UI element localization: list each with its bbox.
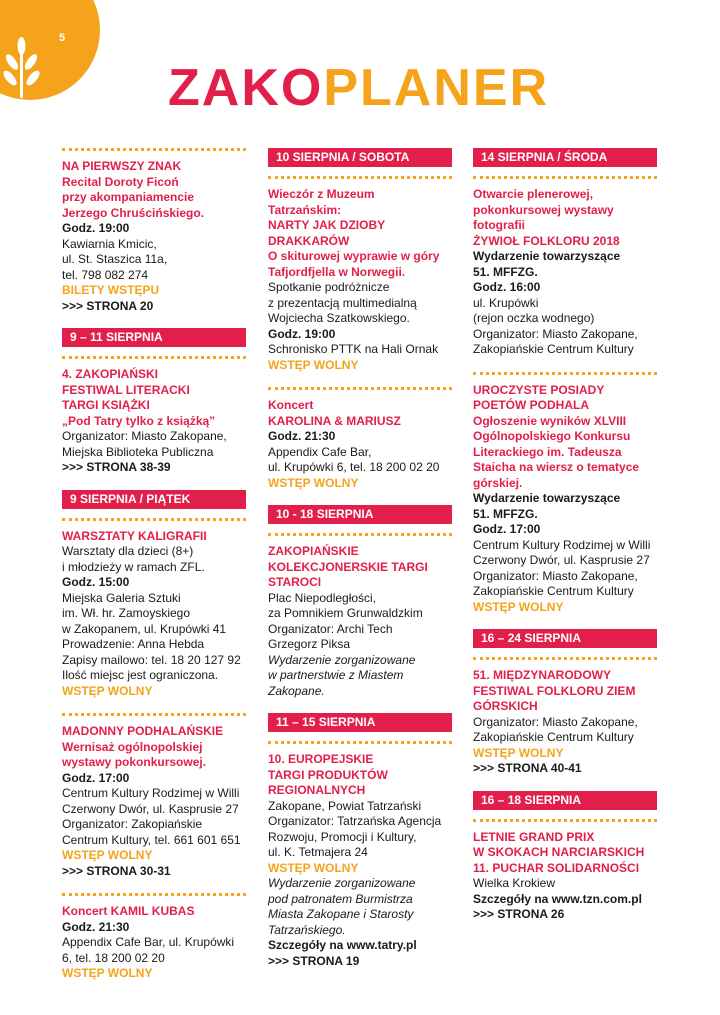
event-line: W SKOKACH NARCIARSKICH — [473, 845, 645, 859]
event-line: ul. Krupówki 6, tel. 18 200 02 20 — [268, 460, 440, 474]
event-entry — [62, 159, 246, 314]
dotted-divider — [62, 713, 246, 716]
event-line: Wydarzenie zorganizowane — [268, 876, 416, 890]
date-header: 14 SIERPNIA / ŚRODA — [473, 148, 657, 167]
event-line: Organizator: Miasto Zakopane, — [473, 326, 638, 341]
dotted-divider — [473, 657, 657, 660]
event-line: tel. 798 082 274 — [62, 267, 149, 282]
event-line: WSTĘP WOLNY — [62, 966, 153, 980]
event-line: Tatrzańskim: — [268, 202, 342, 217]
event-line: Zakopane. — [268, 683, 325, 698]
event-line: Godz. 16:00 — [473, 280, 541, 294]
event-line: 11. PUCHAR SOLIDARNOŚCI — [473, 860, 640, 875]
event-entry — [268, 544, 452, 699]
dotted-divider — [62, 356, 246, 359]
event-line: (rejon oczka wodnego) — [473, 311, 595, 325]
event-entry — [473, 668, 657, 777]
event-line: Prowadzenie: Anna Hebda — [62, 637, 205, 651]
event-line: WSTĘP WOLNY — [473, 745, 564, 760]
event-entry — [62, 724, 246, 879]
event-line: TARGI KSIĄŻKI — [62, 398, 150, 412]
event-line: UROCZYSTE POSIADY — [473, 382, 605, 397]
event-line: Czerwony Dwór, ul. Kasprusie 27 — [62, 801, 239, 816]
event-line: Ogólnopolskiego Konkursu — [473, 429, 631, 443]
event-line: i młodzieży w ramach ZFL. — [62, 559, 205, 574]
event-line: TARGI PRODUKTÓW — [268, 767, 388, 782]
event-line: „Pod Tatry tylko z książką” — [62, 413, 216, 428]
event-line: ul. K. Tetmajera 24 — [268, 845, 368, 859]
date-header: 9 SIERPNIA / PIĄTEK — [62, 490, 246, 509]
event-entry — [473, 383, 657, 616]
event-entry — [268, 187, 452, 373]
event-line: Wydarzenie towarzyszące — [473, 249, 621, 263]
event-entry — [473, 830, 657, 923]
event-line: Ogłoszenie wyników XLVIII — [473, 413, 627, 428]
dotted-divider — [473, 372, 657, 375]
event-line: GÓRSKICH — [473, 699, 538, 713]
event-line: Tatrzańskiego. — [268, 922, 346, 937]
event-line: Spotkanie podróżnicze — [268, 280, 390, 294]
event-entry — [268, 752, 452, 969]
event-line: przy akompaniamencie — [62, 190, 195, 204]
event-line: Grzegorz Piksa — [268, 637, 351, 651]
dotted-divider — [62, 518, 246, 521]
date-header: 11 – 15 SIERPNIA — [268, 713, 452, 732]
event-line: wystawy pokonkursowej. — [62, 755, 207, 769]
event-line: Godz. 19:00 — [268, 326, 336, 341]
event-line: ul. St. Staszica 11a, — [62, 252, 168, 266]
event-entry — [473, 187, 657, 358]
event-line: 51. MFFZG. — [473, 264, 538, 279]
dotted-divider — [268, 387, 452, 390]
event-line: z prezentacją multimedialną — [268, 295, 417, 310]
event-line: Godz. 17:00 — [62, 770, 130, 785]
event-line: Zakopiańskie Centrum Kultury — [473, 584, 634, 598]
event-line: ul. Krupówki — [473, 295, 539, 310]
event-line: Wernisaż ogólnopolskiej — [62, 739, 203, 754]
event-line: Koncert — [268, 398, 314, 412]
event-line: MADONNY PODHALAŃSKIE — [62, 724, 224, 738]
event-line: Wydarzenie zorganizowane — [268, 652, 416, 667]
event-line: Jerzego Chruścińskiego. — [62, 205, 205, 220]
event-line: Kawiarnia Kmicic, — [62, 236, 157, 251]
event-line: Wieczór z Muzeum — [268, 187, 375, 201]
event-line: Otwarcie plenerowej, — [473, 187, 594, 201]
event-line: Organizator: Miasto Zakopane, — [473, 568, 638, 583]
event-line: Koncert KAMIL KUBAS — [62, 904, 195, 918]
event-line: WSTĘP WOLNY — [268, 475, 359, 490]
page-number: 5 — [59, 32, 66, 44]
event-entry — [268, 398, 452, 491]
event-line: pod patronatem Burmistrza — [268, 891, 413, 906]
event-line: WSTĘP WOLNY — [268, 860, 359, 875]
event-line: NA PIERWSZY ZNAK — [62, 159, 182, 173]
event-line: 51. MIĘDZYNARODOWY — [473, 668, 612, 682]
event-line: Organizator: Archi Tech — [268, 621, 393, 636]
event-line: Plac Niepodległości, — [268, 590, 377, 605]
dotted-divider — [62, 893, 246, 896]
event-line: Recital Doroty Ficoń — [62, 174, 179, 189]
event-line: 10. EUROPEJSKIE — [268, 752, 374, 766]
event-line: KOLEKCJONERSKIE TARGI — [268, 559, 428, 574]
event-line: Tafjordfjella w Norwegii. — [268, 264, 406, 279]
event-line: Organizator: Tatrzańska Agencja — [268, 814, 442, 828]
event-line: górskiej. — [473, 475, 523, 490]
event-line: POETÓW PODHALA — [473, 398, 589, 412]
dotted-divider — [473, 176, 657, 179]
event-entry — [62, 529, 246, 700]
event-line: Zakopiańskie Centrum Kultury — [473, 342, 634, 356]
event-line: WSTĘP WOLNY — [473, 599, 564, 614]
event-line: Szczegóły na www.tzn.com.pl — [473, 891, 642, 906]
event-line: Czerwony Dwór, ul. Kasprusie 27 — [473, 553, 650, 567]
event-line: FESTIWAL LITERACKI — [62, 382, 190, 397]
event-line: Godz. 17:00 — [473, 522, 541, 536]
dotted-divider — [268, 741, 452, 744]
dotted-divider — [268, 533, 452, 536]
event-line: ŻYWIOŁ FOLKLORU 2018 — [473, 233, 620, 248]
event-line: Centrum Kultury, tel. 661 601 651 — [62, 832, 241, 847]
event-line: pokonkursowej wystawy — [473, 202, 614, 217]
event-line: Schronisko PTTK na Hali Ornak — [268, 342, 439, 356]
event-line: STAROCI — [268, 575, 322, 589]
event-line: FESTIWAL FOLKLORU ZIEM — [473, 683, 636, 698]
event-line: WSTĘP WOLNY — [62, 683, 153, 698]
event-line: NARTY JAK DZIOBY — [268, 218, 386, 232]
event-line: BILETY WSTĘPU — [62, 283, 160, 297]
event-line: ZAKOPIAŃSKIE — [268, 544, 359, 558]
zakoplaner-logo — [168, 59, 550, 117]
event-line: 51. MFFZG. — [473, 506, 538, 521]
event-line: KAROLINA & MARIUSZ — [268, 413, 401, 428]
event-line: Godz. 21:30 — [62, 919, 130, 934]
logo-part-zako: ZAKO — [168, 59, 324, 117]
event-line: Ilość miejsc jest ograniczona. — [62, 668, 219, 682]
event-line: Wydarzenie towarzyszące — [473, 491, 621, 505]
event-line: Godz. 19:00 — [62, 221, 130, 235]
date-header: 16 – 24 SIERPNIA — [473, 629, 657, 648]
event-line: Miejska Galeria Sztuki — [62, 590, 181, 605]
event-line: Organizator: Miasto Zakopane, — [473, 714, 638, 729]
event-line: >>> STRONA 38-39 — [62, 460, 171, 474]
event-line: Szczegóły na www.tatry.pl — [268, 938, 417, 952]
date-header: 10 - 18 SIERPNIA — [268, 505, 452, 524]
event-line: fotografii — [473, 218, 525, 232]
event-line: WARSZTATY KALIGRAFII — [62, 528, 207, 543]
event-line: DRAKKARÓW — [268, 233, 350, 248]
event-line: Centrum Kultury Rodzimej w Willi — [62, 786, 240, 800]
dotted-divider — [268, 176, 452, 179]
event-line: Miasta Zakopane i Starosty — [268, 907, 414, 921]
event-entry — [62, 367, 246, 476]
event-line: Godz. 21:30 — [268, 429, 336, 443]
event-line: Rozwoju, Promocji i Kultury, — [268, 829, 417, 844]
event-line: Miejska Biblioteka Publiczna — [62, 444, 214, 459]
event-line: Zapisy mailowo: tel. 18 20 127 92 — [62, 652, 241, 667]
event-line: >>> STRONA 20 — [62, 298, 154, 313]
column-2 — [268, 148, 452, 983]
event-line: 4. ZAKOPIAŃSKI — [62, 367, 159, 381]
event-line: WSTĘP WOLNY — [268, 357, 359, 372]
date-header: 16 – 18 SIERPNIA — [473, 791, 657, 810]
logo-part-planer: PLANER — [323, 59, 550, 117]
event-line: Wielka Krokiew — [473, 876, 556, 890]
event-line: Organizator: Miasto Zakopane, — [62, 429, 227, 443]
dotted-divider — [473, 819, 657, 822]
event-line: w partnerstwie z Miastem — [268, 668, 404, 682]
event-line: w Zakopanem, ul. Krupówki 41 — [62, 621, 227, 636]
event-line: >>> STRONA 40-41 — [473, 761, 582, 775]
event-line: Literackiego im. Tadeusza — [473, 444, 622, 459]
event-line: Zakopane, Powiat Tatrzański — [268, 798, 422, 813]
date-header: 10 SIERPNIA / SOBOTA — [268, 148, 452, 167]
dotted-divider — [62, 148, 246, 151]
event-line: >>> STRONA 30-31 — [62, 863, 171, 878]
event-line: Organizator: Zakopiańskie — [62, 817, 203, 831]
column-3 — [473, 148, 657, 937]
event-line: >>> STRONA 19 — [268, 953, 360, 968]
event-line: LETNIE GRAND PRIX — [473, 829, 595, 844]
event-line: O skiturowej wyprawie w góry — [268, 249, 440, 263]
event-line: za Pomnikiem Grunwaldzkim — [268, 606, 423, 620]
event-line: Staicha na wiersz o tematyce — [473, 460, 640, 474]
event-line: Godz. 15:00 — [62, 575, 130, 589]
event-line: Warsztaty dla dzieci (8+) — [62, 544, 194, 558]
event-line: im. Wł. hr. Zamoyskiego — [62, 606, 191, 620]
event-line: 6, tel. 18 200 02 20 — [62, 950, 165, 965]
column-1 — [62, 148, 246, 996]
wheat-icon — [0, 30, 44, 100]
event-line: WSTĘP WOLNY — [62, 848, 153, 862]
event-line: >>> STRONA 26 — [473, 907, 565, 921]
event-line: Zakopiańskie Centrum Kultury — [473, 730, 634, 744]
event-entry — [62, 904, 246, 982]
event-line: Appendix Cafe Bar, — [268, 444, 372, 459]
event-line: Wojciecha Szatkowskiego. — [268, 311, 410, 325]
event-line: Centrum Kultury Rodzimej w Willi — [473, 537, 651, 552]
date-header: 9 – 11 SIERPNIA — [62, 328, 246, 347]
event-line: REGIONALNYCH — [268, 783, 366, 797]
event-line: Appendix Cafe Bar, ul. Krupówki — [62, 935, 235, 949]
